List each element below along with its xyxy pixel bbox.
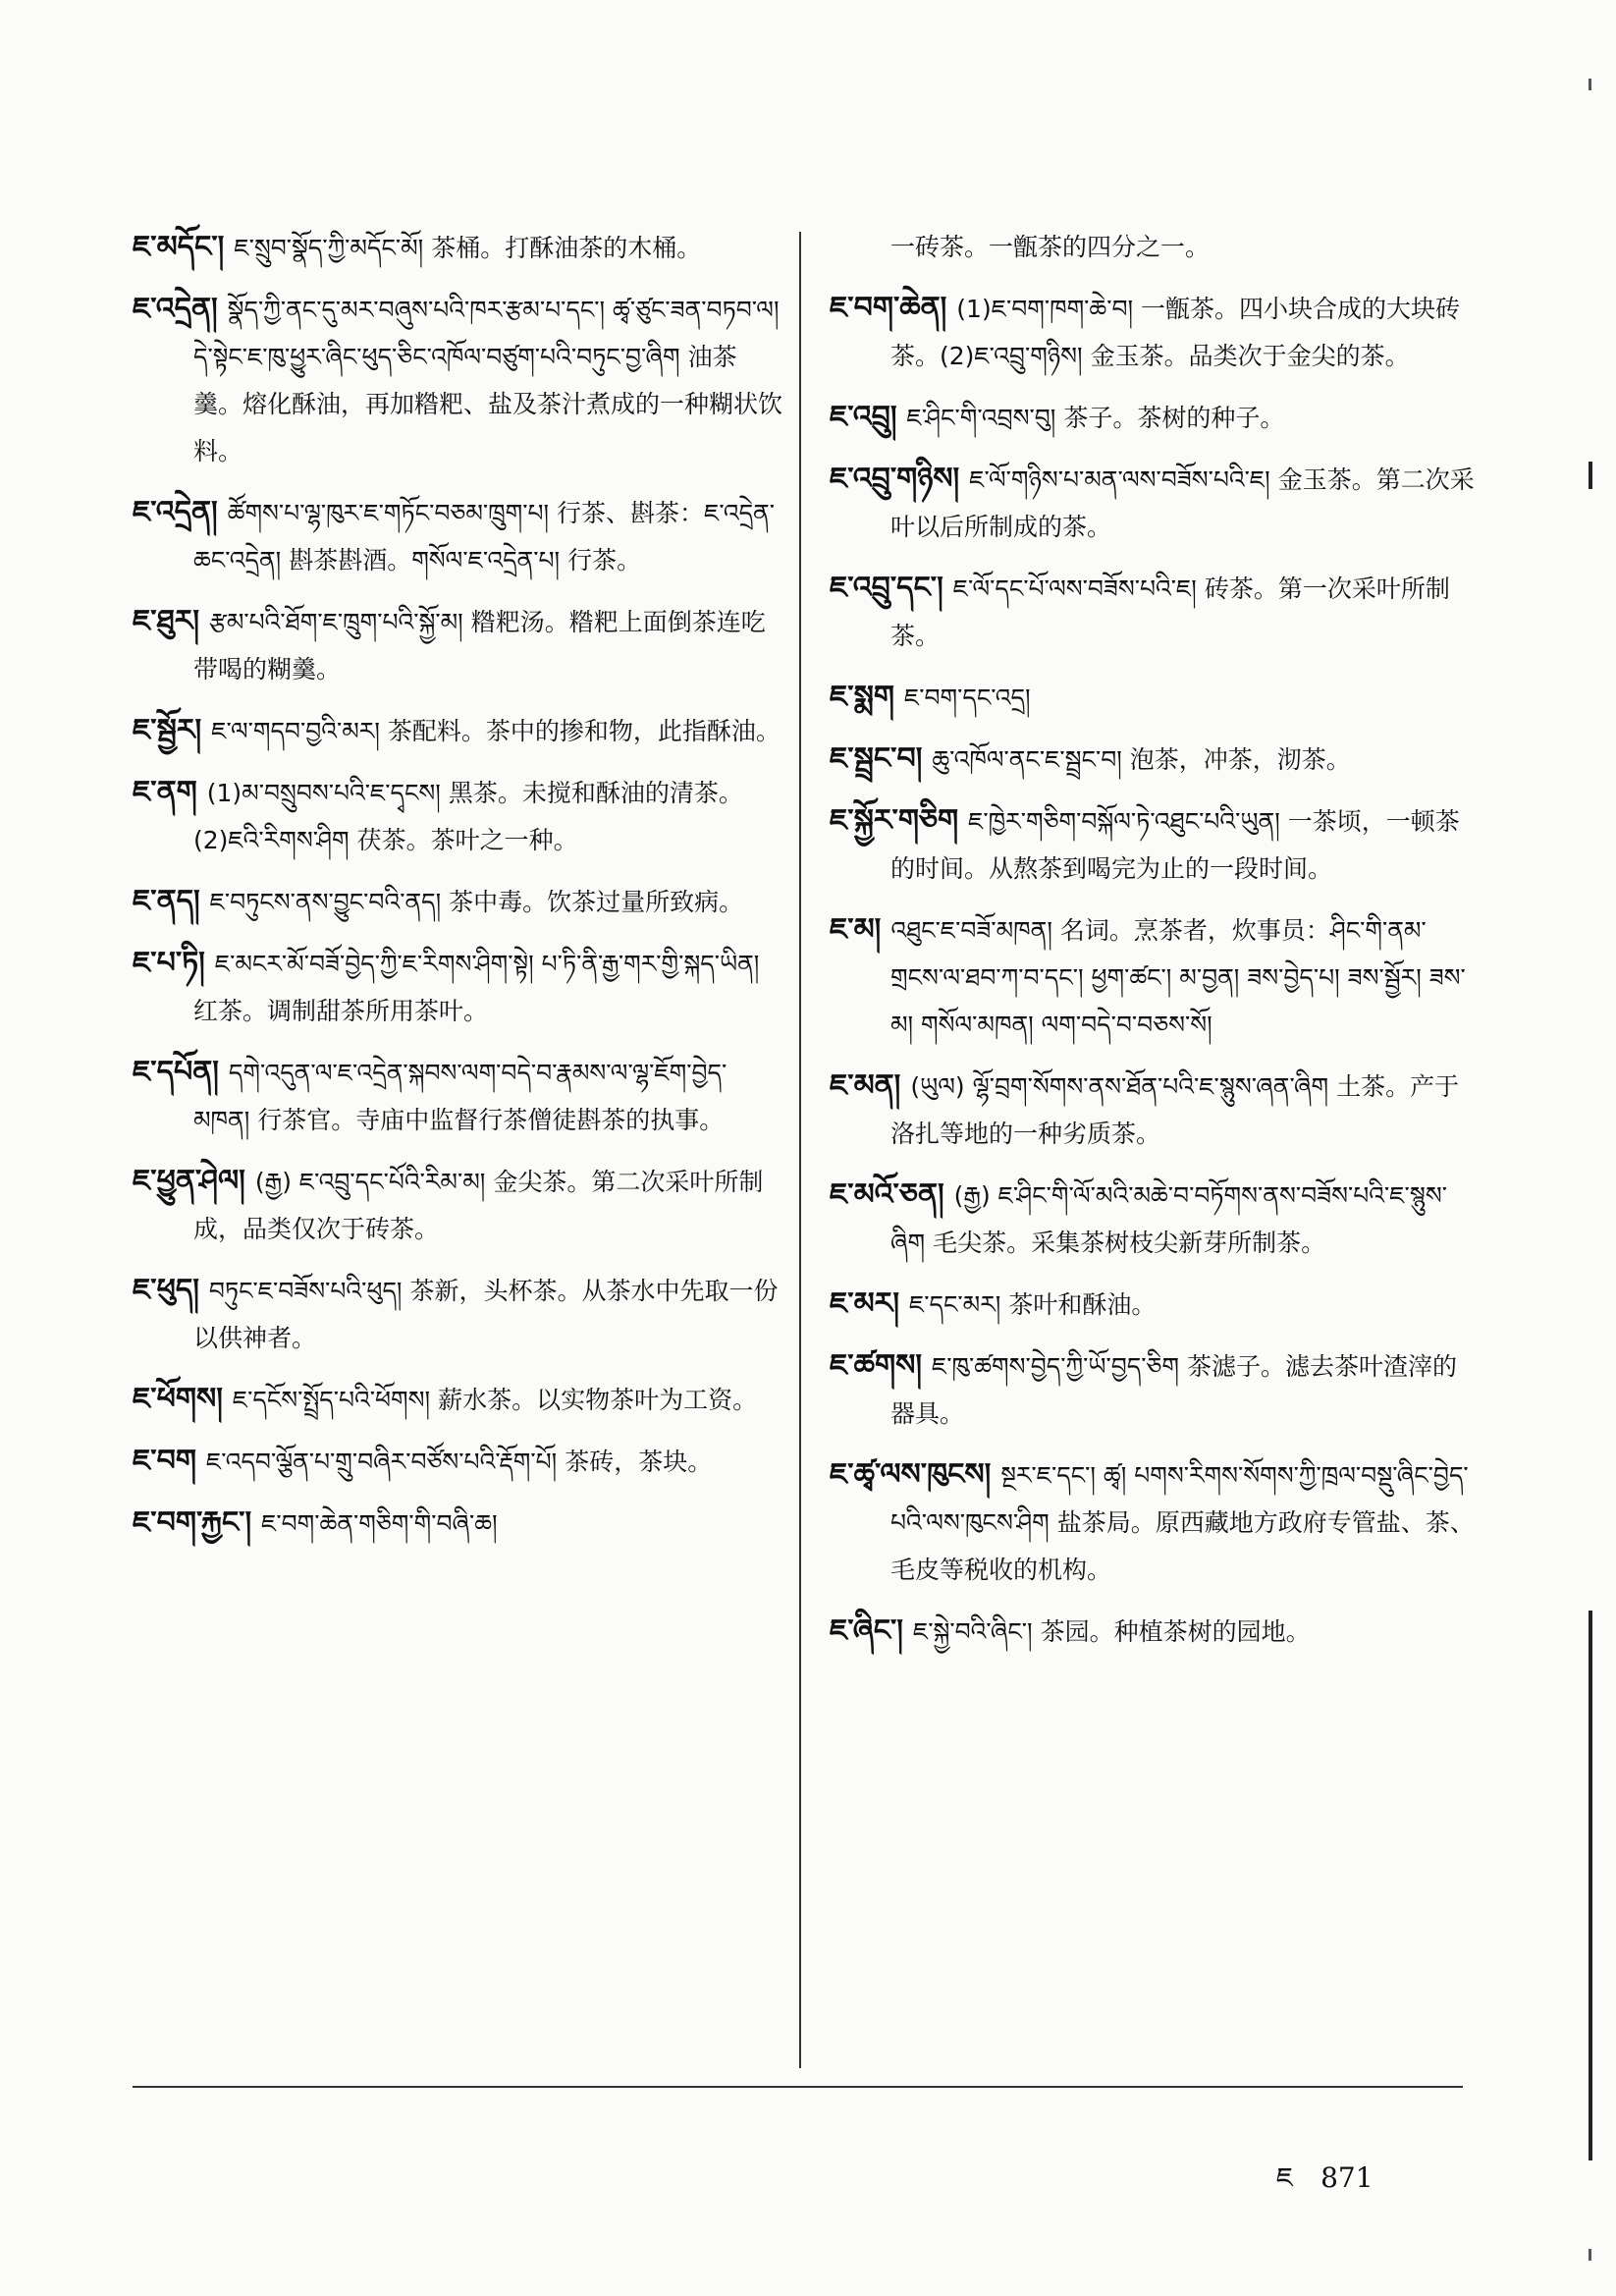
dictionary-entry [830,285,1478,380]
entry-chinese-definition: 泡茶，冲茶，沏茶。 [1129,745,1351,774]
entry-tibetan-definition: རྩམ་པའི་ཐོག་ཇ་ཁྲུག་པའི་སྐྱོ་མ། [209,608,463,636]
dictionary-entry [830,1608,1478,1656]
entry-chinese-definition: 一砖茶。一甑茶的四分之一。 [890,233,1211,261]
entry-headword: ཇ་མའོ་ཅན། [830,1177,944,1212]
scan-edge-mark [1589,462,1592,489]
entry-tibetan-definition: ཇ་ལོ་གཉིས་པ་མན་ལས་བཟོས་པའི་ཇ། [969,465,1270,494]
entry-tibetan-definition: ཇ་དངོས་སྤྲོད་པའི་ཕོགས། [232,1386,431,1414]
entry-chinese-definition: 盐茶局。原西藏地方政府专管盐、茶、毛皮等税收的机构。 [890,1508,1475,1584]
entry-chinese-definition: 金尖茶。第二次采叶所制成，品类仅次于砖茶。 [193,1168,764,1243]
entry-tibetan-definition: (རྒྱ) ཇ་འབྲུ་དང་པོའི་རིམ་མ། [254,1168,486,1196]
entry-headword: ཇ་སྐྱོར་གཅིག [830,803,959,838]
entry-chinese-definition: 茶桶。打酥油茶的木桶。 [431,234,702,262]
dictionary-entry [133,878,785,926]
right-column [830,224,1478,1669]
entry-chinese-definition: 茶中毒。饮茶过量所致病。 [449,888,744,916]
entry-headword: ཇ་ཚགས། [830,1348,922,1383]
entry-headword: ཇ་ཚྭ་ལས་ཁུངས། [830,1457,992,1492]
entry-tibetan-definition: (1)མ་བསྲུབས་པའི་ཇ་དྭངས། [206,779,441,807]
entry-headword: ཇ་ཕུད། [133,1273,199,1307]
dictionary-entry [830,797,1478,893]
dictionary-entry [133,707,785,755]
dictionary-entry [830,736,1478,784]
entry-headword: ཇ་འབྲུ། [830,400,897,434]
dictionary-entry [133,1049,785,1144]
entry-chinese-sense-2: 茯茶。茶叶之一种。 [356,826,578,854]
dictionary-entry [133,1376,785,1424]
entry-headword: ཇ་སྦྲང་བ། [830,741,923,776]
entry-headword: ཇ་འདྲེན། [133,495,218,529]
dictionary-entry [830,394,1478,442]
dictionary-entry [133,489,785,584]
section-letter: ཇ [1276,2161,1294,2194]
entry-chinese-example: 行茶。 [567,546,642,574]
entry-headword: ཇ་བག [133,1444,196,1478]
dictionary-entry [830,1063,1478,1158]
entry-chinese-definition: 一甑茶。四小块合成的大块砖茶。 [890,295,1461,370]
entry-tibetan-definition: ཚོགས་པ་ལྷ་ཁུར་ཇ་གཏོང་བཅམ་ཁྲུག་པ། [227,499,550,527]
entry-chinese-definition: 茶滤子。滤去茶叶渣滓的器具。 [890,1352,1458,1428]
entry-headword: ཇ་མ། [830,912,882,947]
dictionary-entry [133,940,785,1035]
entry-headword: ཇ་སྦྱོར། [133,713,202,747]
entry-tibetan-definition: འཐུང་ཇ་བཟོ་མཁན། [890,916,1052,945]
entry-headword: ཇ་འབྲུ་གཉིས། [830,462,960,496]
entry-tibetan-definition: ཇ་སྐྱེ་བའི་ཞིང་། [912,1617,1033,1646]
entry-tibetan-definition: ཇ་བག་ཆེན་གཅིག་གི་བཞི་ཆ། [261,1509,498,1538]
column-divider [799,232,801,2068]
entry-headword: ཇ་ཕྱུན་ཤེལ། [133,1164,245,1198]
entry-tibetan-example: གསོལ་ཇ་འདྲེན་པ། [411,546,561,574]
dictionary-entry [830,1342,1478,1438]
entry-chinese-definition: 毛尖茶。采集茶树枝尖新芽所制茶。 [933,1229,1326,1257]
dictionary-entry [830,565,1478,660]
entry-headword: ཇ་དཔོན། [133,1055,219,1089]
entry-continuation [830,224,1478,271]
entry-chinese-definition: 行茶官。寺庙中监督行茶僧徒斟茶的执事。 [257,1106,725,1134]
entry-tibetan-definition: ཇ་ཁུ་ཚགས་བྱེད་ཀྱི་ཡོ་བྱད་ཅིག [932,1352,1180,1381]
dictionary-entry [830,1451,1478,1594]
dictionary-entry [133,1158,785,1253]
entry-tibetan-definition: སྣོད་ཀྱི་ནང་དུ་མར་བཞུས་པའི་ཁར་རྩམ་པ་དང་། ཚྭ་ཙུང་ཟན་བཏབ་ལ། དེ་སྟེང་ཇ་ཁུ་ཕྱུར་ཞིང་ཕུད་ཅིང་འཁོལ་བཙུག་པའི་བཏུང་བྱ་ཞིག [193,296,780,371]
entry-chinese-definition: 糌粑汤。糌粑上面倒茶连吃带喝的糊羹。 [193,608,766,683]
entry-headword: ཇ་འདྲེན། [133,292,218,326]
entry-chinese-definition: 红茶。调制甜茶所用茶叶。 [193,997,489,1025]
dictionary-entry [133,598,785,693]
dictionary-entry [133,1500,785,1548]
page-footer [1276,2147,1453,2224]
entry-headword: ཇ་ནག [133,775,197,809]
entry-chinese-definition: 土茶。产于洛扎等地的一种劣质茶。 [890,1072,1460,1148]
entry-tibetan-definition: ཇ་བག་དང་འདྲ། [903,683,1031,712]
dictionary-entry [830,456,1478,551]
entry-tibetan-definition: (1)ཇ་བག་ཁག་ཆེ་བ། [956,295,1134,323]
entry-headword: ཇ་འབྲུ་དང་། [830,571,943,605]
dictionary-entry [830,674,1478,722]
dictionary-entry [133,286,785,475]
entry-headword: ཇ་བག་རྐྱང་། [133,1505,252,1540]
entry-headword: ཇ་ཞིང་། [830,1613,903,1648]
entry-chinese-definition: 茶子。茶树的种子。 [1063,404,1285,432]
dictionary-entry [133,1267,785,1362]
entry-tibetan-definition: སྔར་ཇ་དང་། ཚྭ། པགས་རིགས་སོགས་ཀྱི་ཁྲལ་བསྡུ་ཞིང་བྱེད་པའི་ལས་ཁུངས་ཤིག [890,1461,1469,1537]
dictionary-entry [133,769,785,864]
entry-tibetan-definition: ཇ་སྲུབ་སྣོད་ཀྱི་མདོང་མོ། [234,234,424,262]
entry-headword: ཇ་བག་ཆེན། [830,291,947,325]
entry-tibetan-sense-2: (2)ཇ་འབྲུ་གཉིས། [940,342,1083,370]
entry-headword: ཇ་མདོང་། [133,230,225,264]
dictionary-entry [133,224,785,272]
entry-headword: ཇ་སྨག [830,680,894,714]
entry-chinese-definition: 茶配料。茶中的掺和物，此指酥油。 [387,717,781,745]
entry-tibetan-definition: ཇ་མངར་མོ་བཟོ་བྱེད་ཀྱི་ཇ་རིགས་ཤིག་སྟེ། པ་ཏི་ནི་རྒྱ་གར་གྱི་སྐད་ཡིན། [214,950,760,978]
entry-tibetan-definition: ཇ་ཁྱེར་གཅིག་བསྐོལ་ཏེ་འཐུང་པའི་ཡུན། [968,807,1280,836]
entry-headword: ཇ་ཐུར། [133,604,200,638]
entry-tibetan-definition: བཏུང་ཇ་བཟོས་པའི་ཕུད། [208,1277,403,1305]
entry-chinese-definition: 名词。烹茶者，炊事员： [1059,916,1330,945]
dictionary-entry [830,1281,1478,1329]
dictionary-entry [830,1172,1478,1267]
entry-tibetan-definition: ཇ་ལོ་དང་པོ་ལས་བཟོས་པའི་ཇ། [952,574,1197,603]
dictionary-entry [133,1438,785,1486]
entry-chinese-definition: 茶砖，茶块。 [565,1448,713,1476]
entry-chinese-definition: 金玉茶。第二次采叶以后所制成的茶。 [890,465,1475,541]
entry-chinese-sense-2: 金玉茶。品类次于金尖的茶。 [1090,342,1410,370]
entry-tibetan-synonyms: ཤིང་གི་ནམ་གྲངས་ལ་ཐབ་ཀ་བ་དང་། ཕྱག་ཚང་། མ་བྱན། ཟས་བྱེད་པ། ཟས་སྦྱོར། ཟས་མ། གསོལ་མཁན། ལག་བདེ་བ་བཅས་སོ། [890,916,1466,1039]
entry-headword: ཇ་མན། [830,1068,901,1103]
scan-edge-mark [1589,79,1591,90]
entry-tibetan-definition: ཆུ་འཁོལ་ནང་ཇ་སྦྲང་བ། [932,745,1122,774]
entry-headword: ཇ་མར། [830,1286,900,1321]
entry-chinese-definition: 茶新，头杯茶。从茶水中先取一份以供神者。 [193,1277,779,1352]
entry-tibetan-sense-2: (2)ཇའི་རིགས་ཤིག [193,826,350,854]
entry-headword: ཇ་པ་ཏི། [133,946,205,980]
entry-headword: ཇ་ཕོགས། [133,1382,223,1416]
entry-tibetan-definition: ཇ་ཤིང་གི་འབྲས་བུ། [906,404,1056,432]
entry-chinese-definition: 砖茶。第一次采叶所制茶。 [890,574,1450,650]
entry-headword: ཇ་ནད། [133,884,200,918]
entry-chinese-definition: 行茶、斟茶： [557,499,705,527]
entry-tibetan-definition: ཇ་འདབ་ལྕོན་པ་གྲུ་བཞིར་བཙོས་པའི་རྡོག་པོ། [205,1448,558,1476]
entry-chinese-definition: 薪水茶。以实物茶叶为工资。 [438,1386,758,1414]
left-column [133,224,785,1561]
page-number: 871 [1320,2161,1374,2194]
entry-chinese-definition: 一茶顷，一顿茶的时间。从熬茶到喝完为止的一段时间。 [890,807,1460,883]
entry-tibetan-definition: (རྒྱ) ཇ་ཤིང་གི་ལོ་མའི་མཆེ་བ་བཏོགས་ནས་བཟོས་པའི་ཇ་སྙུས་ཞིག [890,1181,1447,1257]
entry-tibetan-example: ཇ་འདྲེན་ཆང་འདྲེན། [193,499,775,574]
entry-chinese-definition: 黑茶。未搅和酥油的清茶。 [448,779,743,807]
entry-tibetan-definition: (ཡུལ) ལྷོ་བྲག་སོགས་ནས་ཐོན་པའི་ཇ་སྙུས་ཞན་ཞིག [910,1072,1329,1101]
scan-edge-mark [1589,2249,1591,2261]
scan-edge-mark [1589,1611,1592,2160]
entry-tibetan-definition: ཇ་བཏུངས་ནས་བྱུང་བའི་ནད། [209,888,442,916]
entry-chinese-definition: 茶叶和酥油。 [1008,1290,1157,1319]
entry-tibetan-definition: དགེ་འདུན་ལ་ཇ་འདྲེན་སྐབས་ལག་བདེ་བ་རྣམས་ལ་ལྷ་ཇོག་བྱེད་མཁན། [193,1059,727,1134]
dictionary-entry [830,906,1478,1049]
entry-chinese-definition: 油茶羹。熔化酥油，再加糌粑、盐及茶汁煮成的一种糊状饮料。 [193,343,783,465]
footer-rule [133,2086,1463,2088]
entry-tibetan-definition: ཇ་དང་མར། [909,1290,1001,1319]
entry-chinese-example: 斟茶斟酒。 [289,546,412,574]
entry-tibetan-definition: ཇ་ལ་གདབ་བྱའི་མར། [211,717,380,745]
entry-chinese-definition: 茶园。种植茶树的园地。 [1040,1617,1311,1646]
